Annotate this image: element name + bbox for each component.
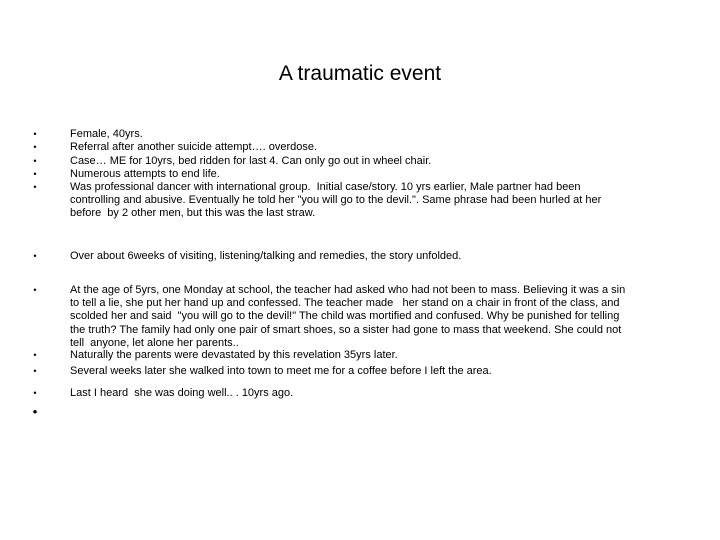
bullet-icon: • bbox=[32, 404, 38, 419]
slide-title: A traumatic event bbox=[278, 62, 442, 85]
bullet-icon: • bbox=[33, 388, 37, 398]
bullet-icon: • bbox=[33, 129, 37, 139]
bullet-text: Numerous attempts to end life. bbox=[70, 168, 220, 180]
bullet-icon: • bbox=[33, 251, 37, 261]
bullet-icon: • bbox=[33, 366, 37, 376]
bullet-text: Female, 40yrs. bbox=[70, 128, 143, 140]
bullet-icon: • bbox=[33, 156, 37, 166]
bullet-text: Last I heard she was doing well.. . 10yrs ago. bbox=[70, 387, 294, 399]
bullet-text: Over about 6weeks of visiting, listening/talking and remedies, the story unfolded. bbox=[70, 250, 462, 262]
bullet-icon: • bbox=[33, 169, 37, 179]
bullet-text: Naturally the parents were devastated by this revelation 35yrs later. bbox=[70, 349, 398, 361]
bullet-text: Several weeks later she walked into town to meet me for a coffee before I left the area. bbox=[70, 365, 492, 377]
bullet-icon: • bbox=[33, 182, 37, 192]
bullet-text: Referral after another suicide attempt…. overdose. bbox=[70, 141, 318, 153]
bullet-icon: • bbox=[33, 285, 37, 295]
bullet-text: Was professional dancer with international group. Initial case/story. 10 yrs earlier, Male partner had been controlling and abusive. Eventually he told her "you will go to the devil.". Same phrase had been hurled at her before by 2 other men, but this was the last straw. bbox=[70, 181, 602, 220]
bullet-text: At the age of 5yrs, one Monday at school, the teacher had asked who had not been to mass. Believing it was a sin to tell a lie, she put her hand up and confessed. The teacher made her stand on a chair in front of the class, and scolded her and said "you will go to the devil!" The child was mortified and confused. Why be punished for telling the truth? The family had only one pair of smart shoes, so a sister had gone to mass that weekend. She could not tell anyone, let alone her parents.. bbox=[70, 284, 626, 349]
bullet-icon: • bbox=[33, 142, 37, 152]
bullet-text: Case… ME for 10yrs, bed ridden for last 4. Can only go out in wheel chair. bbox=[70, 155, 432, 167]
bullet-icon: • bbox=[33, 350, 37, 360]
